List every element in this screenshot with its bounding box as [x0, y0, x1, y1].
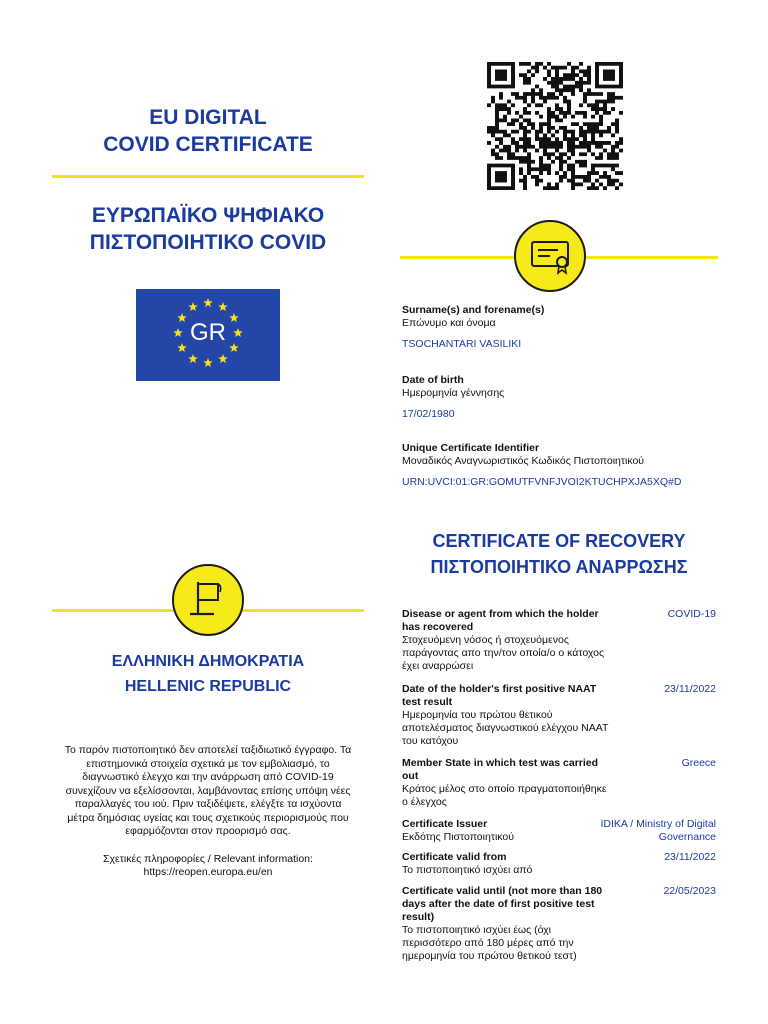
uci-block — [402, 442, 732, 489]
row-label-en: Certificate valid from — [402, 851, 507, 863]
title-en-line1: EU DIGITAL — [149, 106, 267, 129]
row-value: 22/05/2023 — [663, 885, 716, 897]
republic-name-gr: ΕΛΛΗΝΙΚΗ ΔΗΜΟΚΡΑΤΙΑ — [111, 653, 305, 670]
title-gr-line1: ΕΥΡΩΠΑΪΚΟ ΨΗΦΙΑΚΟ — [91, 204, 325, 227]
recovery-title-en: CERTIFICATE OF RECOVERY — [432, 531, 686, 551]
recovery-row-valid-until — [402, 885, 716, 980]
republic-name-en: HELLENIC REPUBLIC — [124, 678, 292, 695]
recovery-row-member-state — [402, 757, 716, 813]
qr-code-icon — [487, 62, 623, 190]
eu-star-icon — [218, 302, 228, 311]
uci-value: URN:UVCI:01:GR:GOMUTFVNFJVOI2KTUCHPXJA5XQ#D — [402, 476, 682, 488]
title-gr — [30, 202, 386, 256]
recovery-row-valid-from — [402, 851, 716, 881]
dob-value: 17/02/1980 — [402, 408, 455, 420]
republic-name — [30, 649, 386, 699]
dob-label-gr: Ημερομηνία γέννησης — [402, 387, 505, 399]
eu-star-icon — [218, 354, 228, 363]
name-label-en: Surname(s) and forename(s) — [402, 304, 545, 316]
certificate-badge — [514, 220, 586, 292]
info-url[interactable]: https://reopen.europa.eu/en — [143, 866, 273, 878]
eu-star-icon — [203, 298, 213, 307]
row-label-en: Date of the holder's first positive NAAT test result — [402, 683, 597, 708]
row-value: 23/11/2022 — [664, 851, 716, 863]
eu-star-icon — [188, 354, 198, 363]
row-label-en: Certificate valid until (not more than 180 days after the date of first positive test result) — [402, 885, 603, 923]
row-value: COVID-19 — [667, 608, 716, 620]
row-label-gr: Εκδότης Πιστοποιητικού — [402, 831, 515, 843]
row-label-gr: Το πιστοποιητικό ισχύει από — [402, 864, 533, 876]
name-value: TSOCHANTARI VASILIKI — [402, 338, 522, 350]
qr-modules — [487, 62, 623, 190]
disclaimer — [60, 744, 356, 880]
recovery-title — [400, 528, 718, 580]
row-label-gr: Στοχευόμενη νόσος ή στοχευόμενος παράγοντας απο την/τον οποία/ο ο κάτοχος έχει αναρρώσει — [402, 634, 605, 672]
disclaimer-text: Το παρόν πιστοποιητικό δεν αποτελεί ταξιδιωτικό έγγραφο. Τα επιστημονικά στοιχεία σχετικά με τον εμβολιασμό, το διαγνωστικό έλεγχο και την ανάρρωση από COVID-19 συνεχίζουν να εξελίσσονται, λαμβάνοντας επίσης υπόψη νέες παραλλαγές του ιού. Πριν ταξιδέψετε, ελέγξτε τα ισχύοντα μέτρα δημόσιας υγείας και τους σχετικούς περιορισμούς που εφαρμόζονται στον προορισμό σας. — [64, 744, 352, 837]
row-label-en: Member State in which test was carried out — [402, 757, 599, 782]
recovery-row-issuer — [402, 818, 716, 848]
row-value: IDIKA / Ministry of Digital Governance — [600, 818, 716, 843]
dob-label-en: Date of birth — [402, 374, 464, 386]
qr-code — [487, 62, 623, 190]
row-label-en: Disease or agent from which the holder has recovered — [402, 608, 599, 633]
title-en-line2: COVID CERTIFICATE — [103, 133, 313, 156]
recovery-title-gr: ΠΙΣΤΟΠΟΙΗΤΙΚΟ ΑΝΑΡΡΩΣΗΣ — [430, 557, 688, 577]
row-value: Greece — [681, 757, 716, 769]
flag-icon — [174, 566, 242, 634]
holder-name-block — [402, 304, 722, 351]
dob-block — [402, 374, 722, 421]
eu-star-icon — [188, 302, 198, 311]
title-en — [30, 104, 386, 158]
row-label-gr: Το πιστοποιητικό ισχύει έως (όχι περισσότερο από 180 μέρες από την ημερομηνία του πρώτου θετικού τεστ) — [402, 924, 577, 962]
recovery-row-first-positive — [402, 683, 716, 753]
info-label: Σχετικές πληροφορίες / Relevant information: — [103, 852, 313, 865]
row-value: 23/11/2022 — [664, 683, 716, 695]
certificate-icon — [516, 222, 584, 290]
row-label-en: Certificate Issuer — [402, 818, 488, 830]
divider-top-left — [52, 175, 364, 178]
country-code: GR — [190, 319, 226, 346]
uci-label-en: Unique Certificate Identifier — [402, 442, 540, 454]
eu-star-icon — [203, 358, 213, 367]
republic-badge — [172, 564, 244, 636]
title-gr-line2: ΠΙΣΤΟΠΟΙΗΤΙΚΟ COVID — [89, 231, 327, 254]
uci-label-gr: Μοναδικός Αναγνωριστικός Κωδικός Πιστοποιητικού — [402, 455, 645, 467]
eu-flag — [136, 289, 280, 381]
row-label-gr: Κράτος μέλος στο οποίο πραγματοποιήθηκε ο έλεγχος — [402, 783, 607, 808]
recovery-row-disease — [402, 608, 716, 678]
row-label-gr: Ημερομηνία του πρώτου θετικού αποτελέσματος διαγνωστικού ελέγχου NAAT του κατόχου — [402, 709, 609, 747]
name-label-gr: Επώνυμο και όνομα — [402, 317, 496, 329]
